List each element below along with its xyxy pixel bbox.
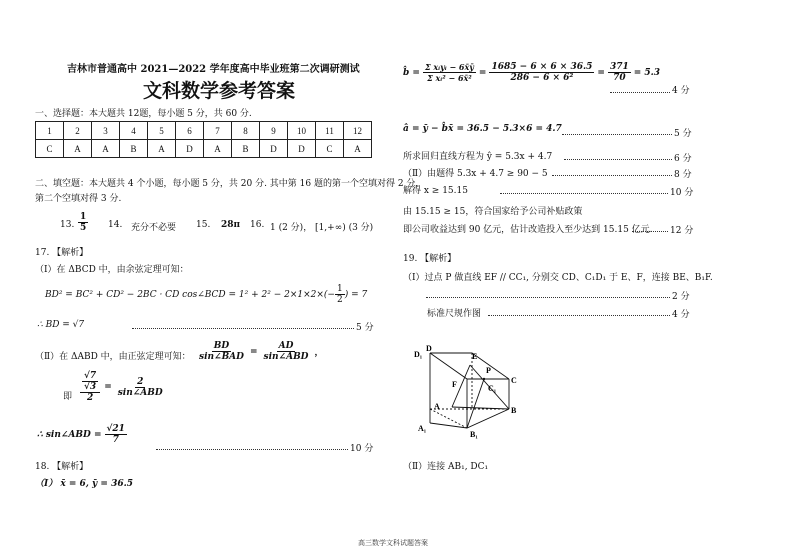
q19-score-2: 4 分 <box>672 310 690 320</box>
q17-sine-law <box>197 341 324 362</box>
q18-regression-score: 6 分 <box>674 154 692 164</box>
q17-substitution <box>80 371 165 403</box>
label-p: P <box>486 366 491 375</box>
point-p <box>483 378 485 380</box>
fraction-numerator: 371 <box>609 62 629 72</box>
q17-label: 17. 【解析】 <box>35 248 89 258</box>
q17-ji-label: 即 <box>63 392 73 402</box>
answer-table-answer-row <box>36 140 372 158</box>
answer-cell: B <box>120 140 148 158</box>
q19-label: 19. 【解析】 <box>403 254 457 264</box>
q18-regression-line: 所求回归直线方程为 ŷ = 5.3x + 4.7 <box>403 152 553 162</box>
score-leader <box>156 449 348 450</box>
question-number: 5 <box>148 122 176 140</box>
slope-numerator: Σ xᵢyᵢ − 6x̄ȳ <box>424 62 474 72</box>
inner-numerator: √7 <box>84 371 97 381</box>
label-c: C <box>511 376 517 385</box>
q19-part1: （Ⅰ）过点 P 做直线 EF // CC₁, 分别交 CD、C₁D₁ 于 E、F，连接 BE、B₁F. <box>403 273 713 283</box>
question-number: 9 <box>260 122 288 140</box>
q18-part2-score: 8 分 <box>674 170 692 180</box>
q14-answer: 充分不必要 <box>131 223 177 233</box>
score-leader <box>610 92 670 93</box>
label-a1: A₁ <box>418 424 427 433</box>
fraction-numerator: 2 <box>137 376 144 387</box>
q13-denominator: 5 <box>80 223 87 233</box>
q17-part2-intro: （Ⅱ）在 ΔABD 中，由正弦定理可知： <box>35 352 191 362</box>
q17-part2-score: 10 分 <box>350 444 374 454</box>
question-number: 3 <box>92 122 120 140</box>
q18-intercept-score: 5 分 <box>674 129 692 139</box>
q18-solve-score: 10 分 <box>670 188 694 198</box>
answer-cell: A <box>92 140 120 158</box>
score-leader <box>564 159 672 160</box>
q19-part2: （Ⅱ）连接 AB₁, DC₁ <box>403 462 489 472</box>
comma: ， <box>314 348 324 358</box>
equals-sign: = <box>249 346 258 357</box>
equals-sign: = <box>104 382 112 392</box>
q18-conclusion-score: 12 分 <box>670 226 694 236</box>
score-leader <box>562 134 672 135</box>
half-denominator: 2 <box>336 295 343 305</box>
fraction-denominator: 70 <box>613 73 626 83</box>
label-d1: D₁ <box>414 350 423 359</box>
answer-table-number-row <box>36 122 372 140</box>
b-hat-result: = 5.3 <box>633 67 661 78</box>
fraction-denominator: sin∠BAD <box>199 352 244 362</box>
answer-cell: B <box>232 140 260 158</box>
q17-eq-left: BD² = BC² + CD² − 2BC · CD cos∠BCD = 1² + 2² − 2×1×2×(− <box>45 289 335 300</box>
question-number: 10 <box>288 122 316 140</box>
q18-intercept: â = ȳ − b̂x̄ = 36.5 − 5.3×6 = 4.7 <box>403 124 562 134</box>
question-number: 6 <box>176 122 204 140</box>
q13-answer <box>78 212 88 233</box>
answer-cell: D <box>176 140 204 158</box>
calc-denominator: 286 − 6 × 6² <box>510 73 574 83</box>
page-footer: 高三数学文科试题答案 <box>358 539 428 547</box>
answer-cell: D <box>288 140 316 158</box>
q18-label: 18. 【解析】 <box>35 462 89 472</box>
q17-part1-score: 5 分 <box>356 323 374 333</box>
question-number: 8 <box>232 122 260 140</box>
fraction-numerator: √21 <box>106 424 125 434</box>
fraction-denominator: sin∠ABD <box>117 387 163 398</box>
q17-part1-intro: （Ⅰ）在 ΔBCD 中，由余弦定理可知： <box>35 265 189 275</box>
question-number: 12 <box>344 122 372 140</box>
answer-cell: C <box>36 140 64 158</box>
equals-sign: = <box>478 67 487 78</box>
label-d: D <box>426 345 432 353</box>
score-leader <box>500 193 668 194</box>
calc-numerator: 1685 − 6 × 6 × 36.5 <box>491 62 593 72</box>
exam-title: 吉林市普通高中 2021—2022 学年度高中毕业班第二次调研测试 <box>67 64 360 75</box>
section1-heading: 一、选择题：本大题共 12题，每小题 5 分，共 60 分. <box>35 109 252 119</box>
q18-solve: 解得 x ≥ 15.15 <box>403 186 468 196</box>
answer-cell: C <box>316 140 344 158</box>
b-hat-label: b̂ = <box>403 67 420 78</box>
q18-part1: （Ⅰ） x̄ = 6, ȳ = 36.5 <box>35 479 134 489</box>
question-number: 7 <box>204 122 232 140</box>
label-b: B <box>511 406 517 415</box>
question-number: 1 <box>36 122 64 140</box>
question-number: 4 <box>120 122 148 140</box>
outer-denominator: 2 <box>86 393 94 403</box>
fraction-denominator: sin∠ABD <box>263 352 309 362</box>
slope-denominator: Σ xᵢ² − 6x̄² <box>427 73 472 83</box>
score-leader <box>426 297 670 298</box>
half-numerator: 1 <box>336 284 343 294</box>
q19-score-1: 2 分 <box>672 292 690 302</box>
q18-slope-score: 4 分 <box>672 86 690 96</box>
inner-denominator: √3 <box>84 382 97 392</box>
fraction-numerator: AD <box>278 341 294 351</box>
answer-cell: A <box>344 140 372 158</box>
equals-sign: = <box>597 67 605 78</box>
fraction-denominator: 7 <box>112 435 119 445</box>
label-f: F <box>452 380 457 389</box>
label-c1: C₁ <box>488 384 497 393</box>
section2-heading-line1: 二、填空题：本大题共 4 个小题，每小题 5 分，共 20 分. 其中第 16 题的第一个空填对得 2 分， <box>35 179 425 189</box>
label-a: A <box>434 402 440 411</box>
answer-cell: A <box>204 140 232 158</box>
question-number: 11 <box>316 122 344 140</box>
q19-construction-note: 标准尺规作图 <box>427 309 482 319</box>
q17-bd-result: ∴ BD = √7 <box>37 320 85 330</box>
answer-cell: A <box>148 140 176 158</box>
section2-heading-line2: 第二个空填对得 3 分. <box>35 194 122 204</box>
score-leader <box>488 315 670 316</box>
label-e: E <box>472 352 478 361</box>
answer-key-title: 文科数学参考答案 <box>143 80 296 102</box>
q16-answer: 1 (2 分)， [1,+∞) (3 分) <box>270 223 374 233</box>
q13-numerator: 1 <box>80 212 87 222</box>
q18-slope-formula <box>403 62 660 83</box>
line-c1b1 <box>467 379 484 428</box>
q13-number: 13. <box>60 220 75 230</box>
q17-eq-right: ) = 7 <box>344 289 368 300</box>
result-left: ∴ sin∠ABD = <box>37 429 102 440</box>
prism-figure <box>412 345 527 440</box>
q17-sin-result <box>37 424 127 445</box>
label-b1: B₁ <box>470 430 478 439</box>
score-leader <box>132 328 354 329</box>
score-leader <box>632 231 668 232</box>
q14-number: 14. <box>108 220 123 230</box>
bottom-edge <box>430 409 509 428</box>
q16-number: 16. <box>250 220 265 230</box>
answer-table <box>35 121 372 158</box>
line-fb <box>452 407 509 409</box>
answer-cell: A <box>64 140 92 158</box>
fraction-numerator: BD <box>213 341 230 351</box>
q18-conclusion-line2: 即公司收益达到 90 亿元，估计改造投入至少达到 15.15 亿元. <box>403 225 653 235</box>
score-leader <box>552 175 672 176</box>
q18-part2: （Ⅱ）由题得 5.3x + 4.7 ≥ 90 − 5 <box>403 169 548 179</box>
q17-cosine-law <box>45 284 367 305</box>
question-number: 2 <box>64 122 92 140</box>
q15-number: 15. <box>196 220 211 230</box>
answer-cell: D <box>260 140 288 158</box>
q18-conclusion-line1: 由 15.15 ≥ 15，符合国家给予公司补贴政策 <box>403 207 583 217</box>
q15-answer: 28π <box>221 220 241 230</box>
